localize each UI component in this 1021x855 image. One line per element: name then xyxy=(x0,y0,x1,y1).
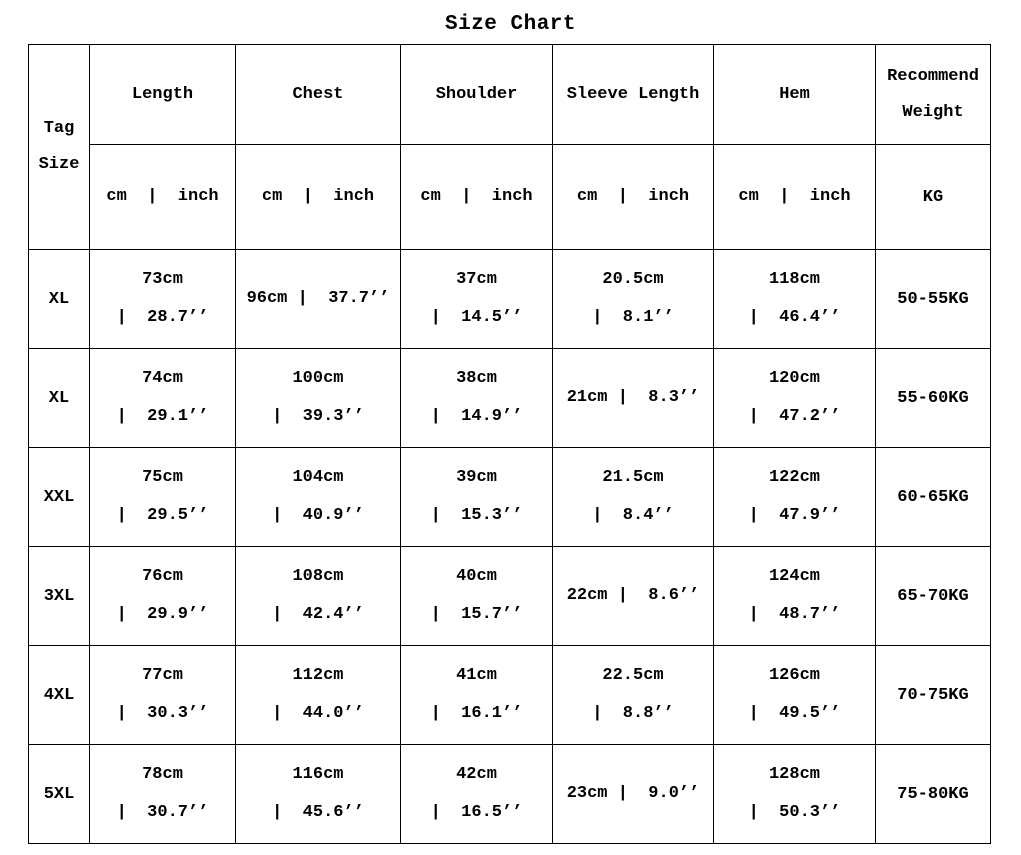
chest-cell xyxy=(236,745,401,844)
table-row xyxy=(29,349,991,448)
cell-line: | 44.0’’ xyxy=(272,704,364,723)
chest-cell xyxy=(236,349,401,448)
recommend-weight-cell: 50-55KG xyxy=(876,250,991,349)
cell-line: | 15.3’’ xyxy=(430,506,523,525)
cell-line: | 47.9’’ xyxy=(748,506,841,525)
chest-cell xyxy=(236,250,401,349)
shoulder-cell xyxy=(401,745,553,844)
cell-line: 76cm xyxy=(142,567,183,586)
recommend-weight-cell: 65-70KG xyxy=(876,547,991,646)
tag-size-cell: 4XL xyxy=(29,646,90,745)
tag-size-cell: XL xyxy=(29,250,90,349)
table-row xyxy=(29,646,991,745)
header-row-labels xyxy=(29,45,991,145)
cell-line: cm | inch xyxy=(106,187,219,206)
cell-line: | 49.5’’ xyxy=(748,704,841,723)
cell-line: | 8.1’’ xyxy=(592,308,674,327)
sleeve-length-cell xyxy=(553,547,714,646)
cell-line: 116cm xyxy=(292,765,344,784)
cell-line: | 30.3’’ xyxy=(116,704,209,723)
cell-line: | 29.9’’ xyxy=(116,605,209,624)
cell-line: 40cm xyxy=(456,567,497,586)
hem-cell xyxy=(714,250,876,349)
cell-line: Size xyxy=(38,155,80,174)
size-chart-table xyxy=(28,44,991,844)
cell-line: | 16.1’’ xyxy=(430,704,523,723)
cell-line: | 45.6’’ xyxy=(272,803,364,822)
length-cell xyxy=(90,448,236,547)
recommend-weight-cell: 60-65KG xyxy=(876,448,991,547)
cell-line: | 30.7’’ xyxy=(116,803,209,822)
cell-line: | 14.9’’ xyxy=(430,407,523,426)
cell-line: 73cm xyxy=(142,270,183,289)
sleeve-length-cell xyxy=(553,646,714,745)
table-row xyxy=(29,547,991,646)
cell-line: 118cm xyxy=(768,270,820,289)
shoulder-cell xyxy=(401,547,553,646)
cell-line: | 8.4’’ xyxy=(592,506,674,525)
cell-line: 112cm xyxy=(292,666,344,685)
shoulder-cell xyxy=(401,646,553,745)
hem-cell xyxy=(714,646,876,745)
sleeve-length-cell xyxy=(553,448,714,547)
cell-line: cm | inch xyxy=(420,187,533,206)
cell-line: 104cm xyxy=(292,468,344,487)
cell-line: 122cm xyxy=(768,468,820,487)
table-body xyxy=(29,250,991,844)
cell-line: 23cm | 9.0’’ xyxy=(566,784,700,803)
cell-line: 128cm xyxy=(768,765,820,784)
cell-line: Weight xyxy=(902,102,964,122)
cell-line: | 28.7’’ xyxy=(116,308,209,327)
cell-line: | 14.5’’ xyxy=(430,308,523,327)
cell-line: | 16.5’’ xyxy=(430,803,523,822)
cell-line: 108cm xyxy=(292,567,344,586)
tag-size-cell: 5XL xyxy=(29,745,90,844)
table-row xyxy=(29,745,991,844)
tag-size-cell: XL xyxy=(29,349,90,448)
sleeve-length-cell xyxy=(553,250,714,349)
length-cell xyxy=(90,745,236,844)
shoulder-cell xyxy=(401,448,553,547)
cell-line: 77cm xyxy=(142,666,183,685)
tag-size-cell: XXL xyxy=(29,448,90,547)
unit-subheader-hem xyxy=(714,145,876,250)
unit-subheader-length xyxy=(90,145,236,250)
shoulder-cell xyxy=(401,250,553,349)
cell-line: 38cm xyxy=(456,369,497,388)
chest-cell xyxy=(236,547,401,646)
cell-line: Tag xyxy=(43,119,75,138)
cell-line: | 42.4’’ xyxy=(272,605,364,624)
column-header-hem: Hem xyxy=(714,45,876,145)
table-header xyxy=(29,45,991,250)
cell-line: 74cm xyxy=(142,369,183,388)
cell-line: | 29.1’’ xyxy=(116,407,209,426)
cell-line: cm | inch xyxy=(738,187,851,206)
sleeve-length-cell xyxy=(553,745,714,844)
unit-subheader-chest xyxy=(236,145,401,250)
column-header-chest: Chest xyxy=(236,45,401,145)
cell-line: Recommend xyxy=(887,66,979,86)
length-cell xyxy=(90,547,236,646)
recommend-weight-cell: 75-80KG xyxy=(876,745,991,844)
tag-size-cell: 3XL xyxy=(29,547,90,646)
unit-subheader-weight: KG xyxy=(876,145,991,250)
hem-cell xyxy=(714,547,876,646)
table-row xyxy=(29,448,991,547)
cell-line: 100cm xyxy=(292,369,344,388)
cell-line: cm | inch xyxy=(576,187,690,206)
hem-cell xyxy=(714,349,876,448)
recommend-weight-cell: 70-75KG xyxy=(876,646,991,745)
cell-line: | 39.3’’ xyxy=(272,407,364,426)
cell-line: | 15.7’’ xyxy=(430,605,523,624)
column-header-shoulder: Shoulder xyxy=(401,45,553,145)
cell-line: 22.5cm xyxy=(602,666,664,685)
unit-subheader-sleeve-length xyxy=(553,145,714,250)
page-title: Size Chart xyxy=(444,13,577,36)
tag-size-header xyxy=(29,45,90,250)
cell-line: | 47.2’’ xyxy=(748,407,841,426)
cell-line: | 29.5’’ xyxy=(116,506,209,525)
hem-cell xyxy=(714,745,876,844)
cell-line: 37cm xyxy=(456,270,497,289)
hem-cell xyxy=(714,448,876,547)
length-cell xyxy=(90,646,236,745)
shoulder-cell xyxy=(401,349,553,448)
chest-cell xyxy=(236,448,401,547)
sleeve-length-cell xyxy=(553,349,714,448)
cell-line: 78cm xyxy=(142,765,183,784)
column-header-length: Length xyxy=(90,45,236,145)
cell-line: 22cm | 8.6’’ xyxy=(566,586,700,605)
cell-line: | 8.8’’ xyxy=(592,704,674,723)
length-cell xyxy=(90,349,236,448)
cell-line: 39cm xyxy=(456,468,497,487)
cell-line: 21cm | 8.3’’ xyxy=(566,388,700,407)
cell-line: 75cm xyxy=(142,468,183,487)
cell-line: 41cm xyxy=(456,666,497,685)
cell-line: | 50.3’’ xyxy=(748,803,841,822)
chest-cell xyxy=(236,646,401,745)
cell-line: | 48.7’’ xyxy=(748,605,841,624)
unit-subheader-shoulder xyxy=(401,145,553,250)
cell-line: | 40.9’’ xyxy=(272,506,364,525)
cell-line: cm | inch xyxy=(261,187,375,206)
column-header-sleeve-length: Sleeve Length xyxy=(553,45,714,145)
column-header-recommend-weight xyxy=(876,45,991,145)
cell-line: 124cm xyxy=(768,567,820,586)
cell-line: | 46.4’’ xyxy=(748,308,841,327)
cell-line: 21.5cm xyxy=(602,468,664,487)
cell-line: 42cm xyxy=(456,765,497,784)
length-cell xyxy=(90,250,236,349)
cell-line: 20.5cm xyxy=(602,270,664,289)
recommend-weight-cell: 55-60KG xyxy=(876,349,991,448)
cell-line: 126cm xyxy=(768,666,820,685)
table-row xyxy=(29,250,991,349)
header-row-units xyxy=(29,145,991,250)
cell-line: 96cm | 37.7’’ xyxy=(246,289,390,308)
cell-line: 120cm xyxy=(768,369,820,388)
